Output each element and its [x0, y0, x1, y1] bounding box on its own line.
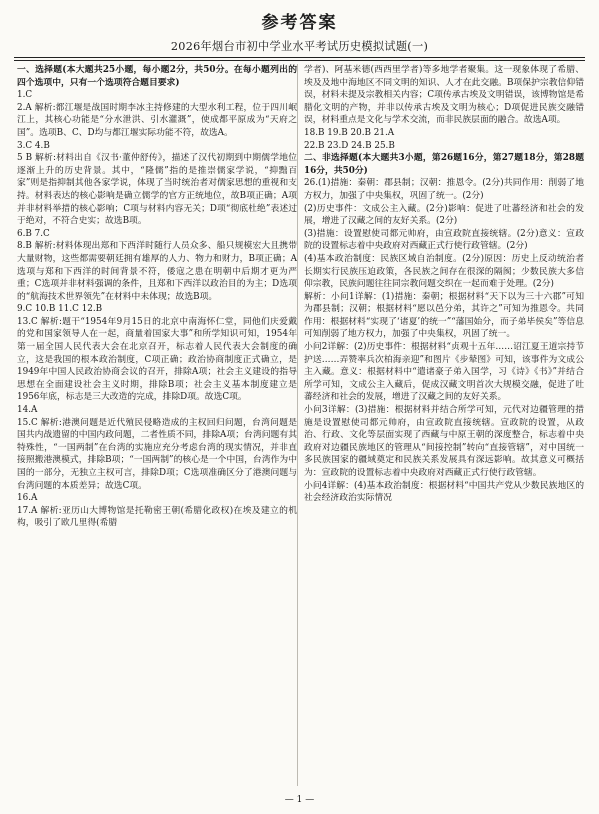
- answer-paragraph: (4)基本政治制度：民族区域自治制度。(2分)原因：历史上反动统治者长期实行民族压迫政策，各民族之间存在很深的隔阂；少数民族大多信仰宗教，民族问题往往同宗教问题交织在一起而难于处理。(2分): [304, 253, 584, 290]
- answer-paragraph: 1.C: [17, 90, 33, 101]
- page-subtitle: 2026年烟台市初中学业水平考试历史模拟试题(一): [170, 40, 429, 53]
- header-rule-top: [14, 57, 585, 58]
- answer-paragraph: 2.A 解析:都江堰是战国时期李冰主持修建的大型水利工程，位于四川岷江上，其核心功能是“分水泄洪、引水灌溉”，使成都平原成为“天府之国”。选项B、C、D均与都江堰实际功能不符，故选A。: [17, 102, 297, 138]
- answer-paragraph: 3.C 4.B: [17, 140, 50, 151]
- answer-paragraph: (3)措施：设置慰使司都元帅府，由宣政院直接统辖。(2分)意义：宣政院的设置标志着中央政府对西藏正式行使行政管辖。(2分): [304, 228, 584, 252]
- column-divider: [297, 64, 298, 786]
- section-heading: 一、选择题(本大题共25小题，每小题2分，共50分。在每小题列出的四个选项中，只有一个选项符合题目要求): [17, 65, 297, 88]
- answer-paragraph: 13.C 解析:题干“1954年9月15日的北京中南海怀仁堂，同他们庆爱戴的党和国家领导人在一起，商量着国家大事”和所学知识可知，1954年第一届全国人民代表大会在北京召开，标志着人民代表大会制度的确立，这是我国的根本政治制度，C项正确；政治协商制度正式确立，是1949年中国人民政治协商会议的召开，排除A项；社会主义建设的指导思想在全面建设社会主义时期，排除B项；社会主义基本制度建立是1956年底，标志是三大改造的完成，排除D项。故选C项。: [17, 316, 297, 403]
- answer-paragraph: 9.C 10.B 11.C 12.B: [17, 304, 103, 315]
- answer-paragraph: 小问3详解：(3)措施：根据材料并结合所学可知，元代对边疆管理的措施是设置慰使司都元帅府，由宣政院直接统辖。宣政院的设置，从政治、行政、文化等层面实现了西藏与中原王朝的深度整合，标志着中央政府对边疆民族地区的管理从“间接控制”转向“直接管辖”，对中国统一多民族国家的疆域奠定和民族关系发展具有深远影响。故其意义可概括为：宣政院的设置标志着中央政府对西藏正式行使行政管辖。: [304, 405, 584, 478]
- answer-paragraph: 小问4详解：(4)基本政治制度：根据材料“中国共产党从少数民族地区的社会经济政治实际情况: [304, 480, 584, 504]
- answer-paragraph: 小问2详解：(2)历史事件：根据材料“贞观十五年……诏江夏王道宗持节护送……弄赞率兵次柏海亲迎”和图片《步辇图》可知，该事件为文成公主入藏。意义：根据材料中“遣诸豪子弟入国学，习《诗》《书》”并结合所学可知，文成公主入藏后，促成汉藏文明首次大规模交融，促进了吐蕃经济和社会的发展，增进了汉藏之间的友好关系。: [304, 342, 584, 403]
- answer-paragraph: 26.(1)措施：秦朝：郡县制；汉朝：推恩令。(2分)共同作用：削弱了地方权力，加强了中央集权，巩固了统一。(2分): [304, 178, 584, 201]
- answer-paragraph: 8.B 解析:材料体现出郑和下西洋时随行人员众多、船只规模宏大且携带大量财物，这些都需要朝廷拥有雄厚的人力、物力和财力，B项正确；A选项与郑和下西洋的时间背景不符，倭寇之患在明朝中后期才更为严重；C选项并非材料强调的条件，且郑和下西洋以政治目的为主；D选项的“航海技术世界领先”在材料中未体现；故选B项。: [17, 241, 297, 302]
- answer-paragraph: 18.B 19.B 20.B 21.A: [304, 127, 395, 138]
- answer-paragraph: 16.A: [17, 493, 38, 504]
- answer-paragraph: 学者)、阿基米德(西西里学者)等多地学者聚集。这一现象体现了希腊、埃及及地中海地区不同文明的知识、人才在此交融。B项保护宗教信仰错误，材料未提及宗教相关内容；C项传承古埃及文明错误，该博物馆是希腊化文明的产物，并非以传承古埃及文明为核心；D项促进民族交融错误，材料重点是文化与学术交流，而非民族层面的融合。故选A项。: [304, 65, 584, 126]
- answer-paragraph: 22.B 23.D 24.B 25.B: [304, 140, 395, 151]
- answer-paragraph: 15.C 解析:港澳问题是近代殖民侵略造成的主权回归问题，台湾问题是国共内战遗留的中国内政问题，二者性质不同，排除A项；台湾问题有其特殊性，“一国两制”在台湾的实施应充分考虑台湾的现实情况，并非直接照搬港澳模式，排除B项；“一国两制”的核心是一个中国，台湾作为中国的一部分，无独立主权可言，排除D项；C选项准确区分了港澳问题与台湾问题的本质差异；故选C项。: [17, 417, 297, 491]
- left-column: [17, 64, 297, 786]
- answer-paragraph: 17.A 解析:亚历山大博物馆是托勒密王朝(希腊化政权)在埃及建立的机构，吸引了欧几里得(希腊: [17, 505, 297, 529]
- section-heading: 二、非选择题(本大题共3小题，第26题16分，第27题18分，第28题16分，共50分): [304, 153, 584, 176]
- page-number: — 1 —: [284, 795, 315, 805]
- header-rule-bottom: [14, 60, 585, 61]
- answer-paragraph: 14.A: [17, 405, 38, 416]
- answer-paragraph: 解析：小问1详解：(1)措施：秦朝；根据材料“天下以为三十六郡”可知为郡县制；汉朝；根据材料“愿以邑分弟，其许之”可知为推恩令。共同作用：根据材料“实现了‘诸夏’的统一”“藩国始分，而子弟毕侯矣”等信息可知削弱了地方权力，加强了中央集权，巩固了统一。: [304, 291, 584, 340]
- answer-paragraph: (2)历史事件：文成公主入藏。(2分)影响：促进了吐蕃经济和社会的发展，增进了汉藏之间的友好关系。(2分): [304, 203, 584, 227]
- page-title: 参考答案: [261, 13, 338, 33]
- answer-paragraph: 5 B 解析:材料出自《汉书·董仲舒传》，描述了汉代初期到中期儒学地位逐渐上升的历史背景。其中，“隆儒”指的是推崇儒家学说，“抑黜百家”则是指抑制其他各家学说，体现了当时统治者对儒家思想的重视和支持。材料表达的核心影响是确立儒学的官方正统地位，故B项正确；A项并非材料举措的核心影响；C项与材料内容无关；D项“彻底杜绝”表述过于绝对，不符合史实；故选B项。: [17, 153, 297, 227]
- answer-paragraph: 6.B 7.C: [17, 228, 50, 239]
- right-column: [304, 64, 584, 786]
